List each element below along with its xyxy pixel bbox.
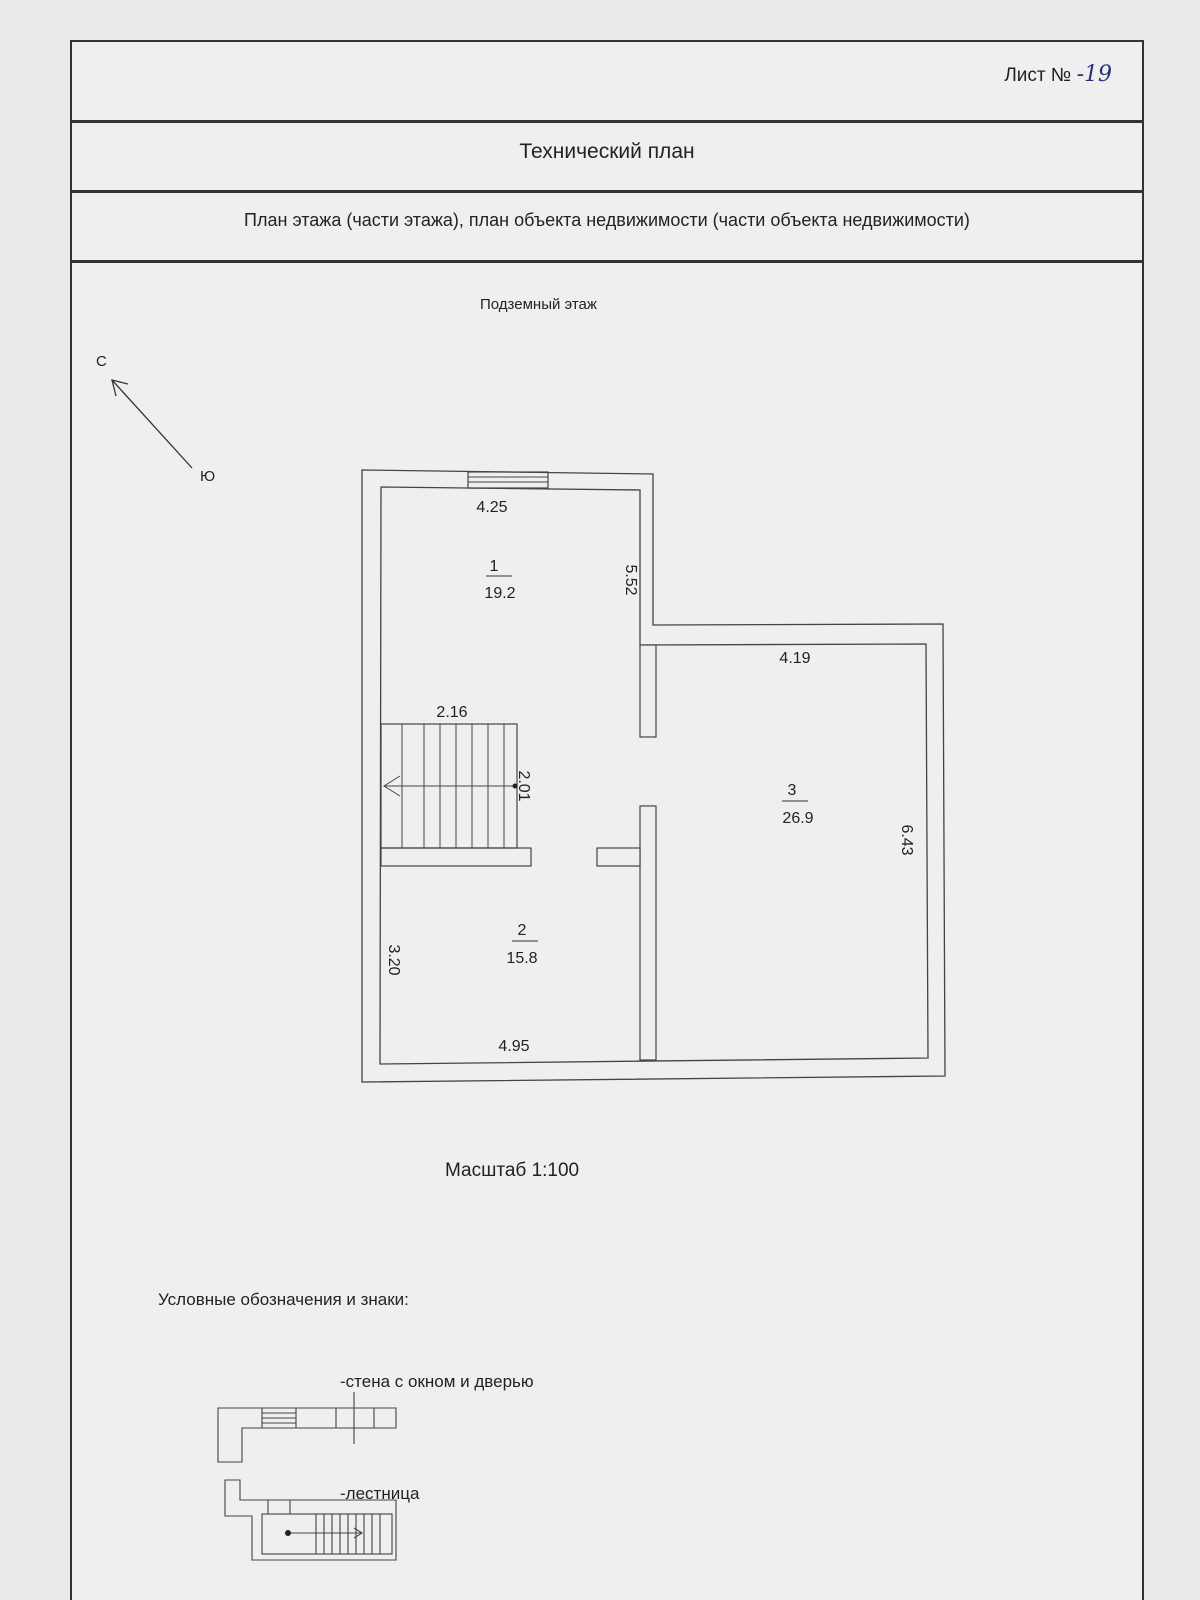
legend-wall-label: -стена с окном и дверью (340, 1372, 534, 1391)
legend-stair-label: -лестница (340, 1484, 420, 1503)
dimension-room1-length: 5.52 (622, 564, 639, 596)
room-3-number: 3 (787, 782, 797, 799)
compass-south-label: Ю (200, 468, 216, 485)
dimension-room1-width: 4.25 (476, 499, 508, 516)
dimension-stair-length: 2.01 (515, 770, 532, 802)
floor-title: Подземный этаж (480, 296, 597, 313)
partition-wall (381, 645, 656, 1060)
staircase (381, 724, 518, 848)
dimension-room3-length: 6.43 (898, 824, 915, 856)
room-2-label (506, 922, 538, 967)
room-1-area: 19.2 (484, 585, 516, 602)
room-1-number: 1 (489, 558, 499, 575)
dimension-stair-width: 2.16 (436, 704, 468, 721)
room-3-area: 26.9 (782, 810, 814, 827)
scale-label: Масштаб 1:100 (445, 1160, 580, 1181)
sheet-number-value: -19 (1076, 62, 1112, 87)
window (468, 472, 548, 488)
dimension-room2-length: 3.20 (385, 944, 402, 976)
document-subtitle: План этажа (части этажа), план объекта недвижимости (части объекта недвижимости) (244, 210, 970, 230)
legend-wall-symbol (218, 1392, 396, 1462)
sheet-number-label: Лист № (1004, 65, 1072, 86)
room-1-label (484, 558, 515, 602)
room-3-label (782, 782, 814, 827)
document-title: Технический план (519, 140, 695, 163)
dimension-room3-width: 4.19 (779, 650, 811, 667)
dimension-room2-width: 4.95 (498, 1038, 530, 1055)
compass-north-label: С (96, 353, 107, 370)
legend-title: Условные обозначения и знаки: (158, 1290, 409, 1309)
room-2-number: 2 (517, 922, 527, 939)
compass-arrow (112, 380, 192, 468)
room-2-area: 15.8 (506, 950, 538, 967)
